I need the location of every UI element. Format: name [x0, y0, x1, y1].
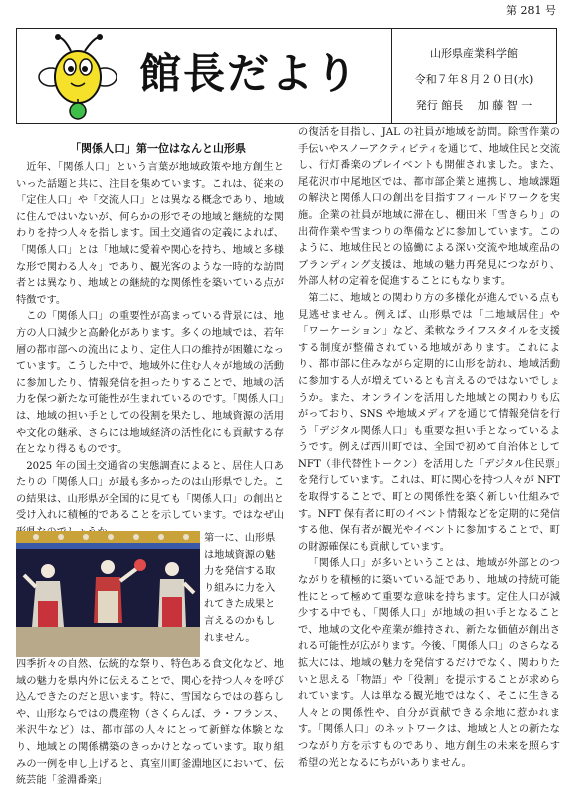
article-paragraph: 第二に、地域との関わり方の多様化が進んでいる点も見逃せません。例えば、山形県では「二地域居住」や「ワーケーション」など、柔軟なライフスタイルを支援する制度が整備されている地域があります。これにより、都市部に住みながら定期的に山形を訪れ、地域活動に参加する人が増えているとも言えるのではないでしょうか。また、オンラインを活用した地域との関わりも広がっており、SNS や地域メディアを通じて情報発信を行う「デジタル関係人口」も重要な担い手となっているようです。例えば西川町では、全国で初めて自治体として NFT（非代替性トークン）を活用した「デジタル住民票」を発行しています。これは、町に関心を持つ人々が NFT を取得することで、町との関係性を築く新しい仕組みです。NFT 保有者に町のイベント情報などを定期的に発信する他、保有者が観光やイベントに参加することで、町の財源確保にも貢献しています。 [298, 292, 560, 553]
article-paragraph: 2025 年の国土交通省の実態調査によると、居住人口あたりの「関係人口」が最も多かったのは山形県でした。この結果は、山形県が全国的に見ても「関係人口」の創出と受け入れに積極的であることを示しています。ではなぜ山 [16, 460, 284, 522]
festival-dancers-image [16, 531, 200, 657]
issue-date: 令和７年８月２０日(水) [414, 73, 534, 86]
masthead [16, 28, 557, 124]
bee-mascot-icon [37, 33, 117, 121]
article-paragraph: 近年、「関係人口」という言葉が地域政策や地方創生といった話題と共に、注目を集めています。これは、従来の「定住人口」や「交流人口」とは異なる概念であり、地域に住んではいないが、何らかの形でその地域と継続的な関わりを持つ人々を指します。国土交通省の定義によれば、「関係人口」とは「地域に愛着や関心を持ち、地域と多様な形で関わる人々」であり、観光客のような一時的な訪問者とは異なり、地域との継続的な関係性を築いている点が特徴です。 [16, 162, 284, 306]
photo-side-text: 第一に、山形県は地域資源の魅力を発信する取り組みに力を入れてきた成果と言えるのかもしれません。 [204, 533, 276, 644]
article-right-column [298, 125, 560, 772]
festival-photo [16, 531, 200, 657]
newsletter-title: 館長だより [139, 49, 360, 98]
issue-number: 第 281 号 [506, 4, 556, 17]
article-left-bottom [16, 657, 284, 790]
museum-name: 山形県産業科学館 [430, 47, 518, 60]
publisher: 発行 館長 加 藤 智 一 [415, 99, 533, 112]
article-left-column [16, 160, 284, 542]
article-title: 「関係人口」第一位はなんと山形県 [70, 142, 246, 155]
article-paragraph: の復活を目指し、JAL の社員が地域を訪問。除雪作業の手伝いやスノーアクティビティを通じて、地域住民と交流し、行灯番楽のプレイベントも開催されました。また、尾花沢市中尾地区では、都市部企業と連携し、地域課題の解決と関係人口の創出を目指すフィールドワークを実施。企業の社員が地域に滞在し、棚田米「雪きらり」の出荷作業や雪まつりの準備などに参加しています。このように、地域住民との協働による深い交流や地域産品のブランディング支援は、地域の魅力再発見につながり、外部人材の定着を促進することにもなります。 [298, 127, 560, 288]
masthead-left [17, 29, 391, 123]
article-paragraph: この「関係人口」の重要性が高まっている背景には、地方の人口減少と高齢化があります。多くの地域では、若年層の都市部への流出により、定住人口の維持が困難になっています。こうした中で、地域外に住む人々が地域の活動に参加したり、情報発信を担ったりすることで、地域の活力を保つ新たな可能性が生まれているのです。「関係人口」は、地域の担い手としての役割を果たし、地域資源の活用や文化の継承、さらには地域経済の活性化にも貢献する存在となり得るものです。 [16, 311, 284, 456]
article-paragraph: 四季折々の自然、伝統的な祭り、特色ある食文化など、地域の魅力を県内外に伝えることで、関心を持つ人々を呼び込んできたのだと思います。特に、雪国ならではの暮らしや、山形ならではの農産物（さくらんぼ、ラ・フランス、米沢牛など）は、都市部の人々にとって新鮮な体験となり、地域との関係構築のきっかけとなっています。取り組みの一例を申し上げると、真室川町釜淵地区において、伝統芸能「釜淵番楽」 [16, 659, 284, 787]
article-paragraph: 「関係人口」が多いということは、地域が外部とのつながりを積極的に築いている証であり、地域の持続可能性にとって極めて重要な意味を持ちます。定住人口が減少する中でも、「関係人口」が地域の担い手となることで、地域の文化や産業が維持され、新たな価値が創出される可能性が広がります。今後、「関係人口」のさらなる拡大には、地域の魅力を発信するだけでなく、関わりたいと思える「物語」や「役割」を提示することが求められています。人は単なる観光地ではなく、そこに生きる人々との関係性や、自分が貢献できる余地に惹かれます。「関係人口」のネットワークは、地域と人との新たなつながり方を示すものであり、地方創生の未来を照らす希望の光となるにちがいありません。 [298, 558, 560, 769]
masthead-info [392, 29, 556, 123]
